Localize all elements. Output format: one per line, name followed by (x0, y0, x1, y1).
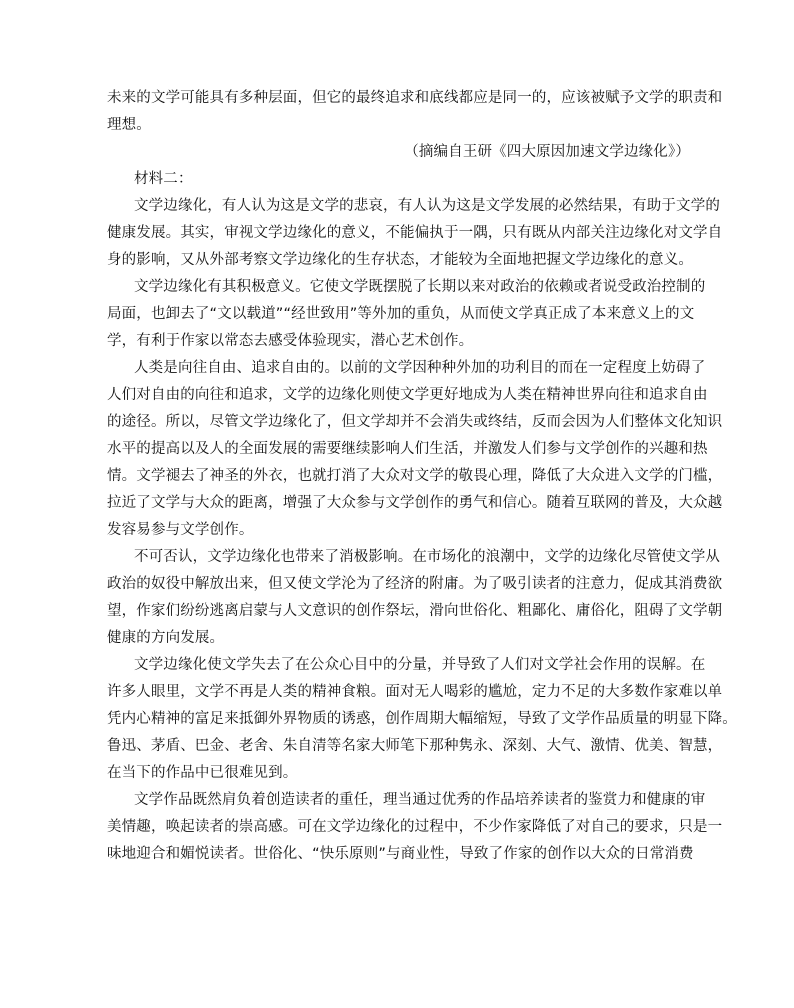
text-line: 水平的提高以及人的全面发展的需要继续影响人们生活，并激发人们参与文学创作的兴趣和热 (107, 441, 708, 457)
text-line: 味地迎合和媚悦读者。世俗化、“快乐原则”与商业性，导致了作家的创作以大众的日常消费 (107, 846, 694, 862)
text-line: 在当下的作品中已很难见到。 (107, 765, 298, 781)
text-line: 文学边缘化，有人认为这是文学的悲哀，有人认为这是文学发展的必然结果，有助于文学的 (134, 198, 720, 214)
text-line: 拉近了文学与大众的距离，增强了大众参与文学创作的勇气和信心。随着互联网的普及，大众越 (107, 495, 723, 511)
text-line: 人类是向往自由、追求自由的。以前的文学因种种外加的功利目的而在一定程度上妨碍了 (134, 360, 706, 376)
text-line: 美情趣，唤起读者的崇高感。可在文学边缘化的过程中，不少作家降低了对自己的要求，只是一 (107, 819, 723, 835)
text-line: 情。文学褪去了神圣的外衣，也就打消了大众对文学的敬畏心理，降低了大众进入文学的门槛， (107, 468, 723, 484)
text-line: 理想。 (107, 117, 151, 133)
text-line: 发容易参与文学创作。 (107, 522, 254, 538)
text-line: 身的影响，又从外部考察文学边缘化的生存状态，才能较为全面地把握文学边缘化的意义。 (107, 252, 693, 268)
text-line: 政治的奴役中解放出来，但又使文学沦为了经济的附庸。为了吸引读者的注意力，促成其消费欲 (107, 576, 723, 592)
text-line: 人们对自由的向往和追求，文学的边缘化则使文学更好地成为人类在精神世界向往和追求自由 (107, 387, 708, 403)
text-line: 局面，也卸去了“文以载道”“经世致用”等外加的重负，从而使文学真正成了本来意义上的文 (107, 306, 695, 322)
text-line: 不可否认，文学边缘化也带来了消极影响。在市场化的浪潮中，文学的边缘化尽管使文学从 (134, 549, 720, 565)
text-line: 文学边缘化有其积极意义。它使文学既摆脱了长期以来对政治的依赖或者说受政治控制的 (134, 279, 706, 295)
section-heading: 材料二： (134, 171, 193, 187)
text-line: 文学边缘化使文学失去了在公众心目中的分量，并导致了人们对文学社会作用的误解。在 (134, 657, 706, 673)
source-citation: （摘编自王研《四大原因加速文学边缘化》） (404, 144, 690, 160)
text-line: 望，作家们纷纷逃离启蒙与人文意识的创作祭坛，滑向世俗化、粗鄙化、庸俗化，阻碍了文学朝 (107, 603, 723, 619)
text-line: 未来的文学可能具有多种层面，但它的最终追求和底线都应是同一的，应该被赋予文学的职责和 (107, 90, 723, 106)
text-line: 健康发展。其实，审视文学边缘化的意义，不能偏执于一隅，只有既从内部关注边缘化对文学自 (107, 225, 723, 241)
text-line: 的途径。所以，尽管文学边缘化了，但文学却并不会消失或终结，反而会因为人们整体文化知识 (107, 414, 723, 430)
text-line: 学，有利于作家以常态去感受体验现实，潜心艺术创作。 (107, 333, 474, 349)
text-line: 鲁迅、茅盾、巴金、老舍、朱自清等名家大师笔下那种隽永、深刻、大气、激情、优美、智慧， (107, 738, 723, 754)
text-line: 健康的方向发展。 (107, 630, 225, 646)
text-line: 文学作品既然肩负着创造读者的重任，理当通过优秀的作品培养读者的鉴赏力和健康的审 (134, 792, 706, 808)
text-line: 凭内心精神的富足来抵御外界物质的诱惑，创作周期大幅缩短，导致了文学作品质量的明显下降。 (107, 711, 737, 727)
text-line: 许多人眼里，文学不再是人类的精神食粮。面对无人喝彩的尴尬，定力不足的大多数作家难以单 (107, 684, 723, 700)
